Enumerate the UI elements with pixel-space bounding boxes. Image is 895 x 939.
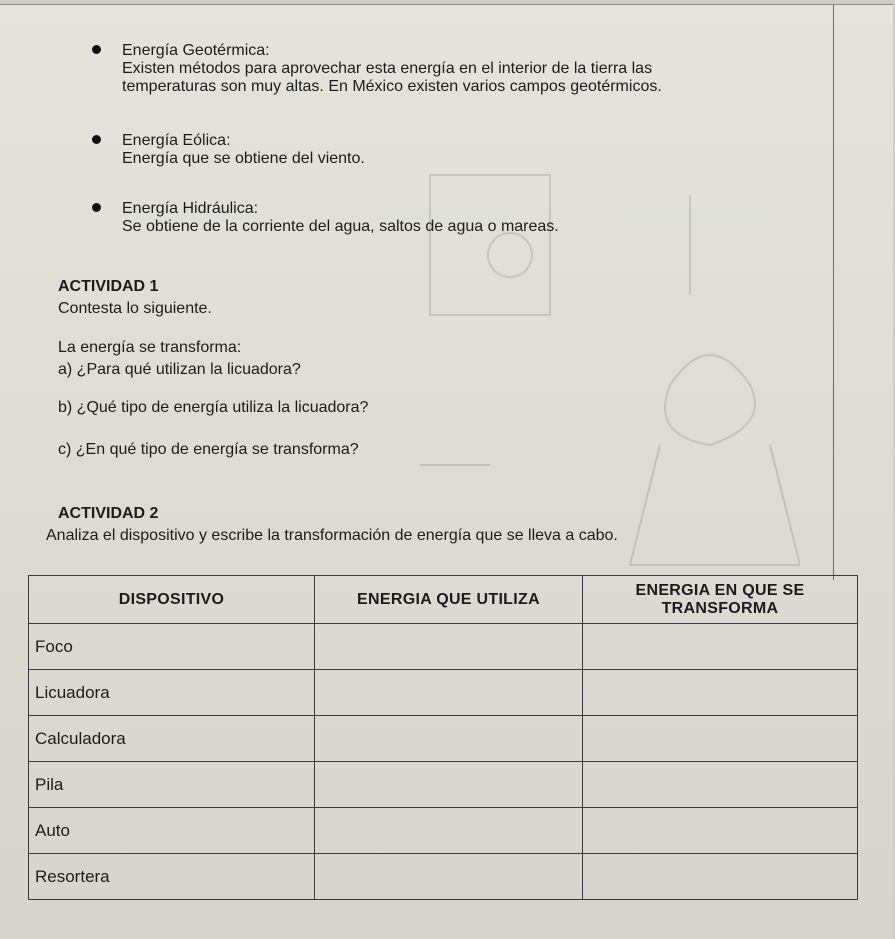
device-cell: Resortera	[29, 854, 315, 900]
answer-cell[interactable]	[315, 670, 583, 716]
table-row	[29, 716, 858, 762]
device-cell: Calculadora	[29, 716, 315, 762]
header-energia-utiliza: ENERGIA QUE UTILIZA	[315, 576, 583, 624]
table-header-row	[29, 576, 858, 624]
question-b: b) ¿Qué tipo de energía utiliza la licuadora?	[58, 399, 369, 416]
answer-cell[interactable]	[583, 624, 858, 670]
table-row	[29, 670, 858, 716]
activity1-heading: ACTIVIDAD 1	[58, 278, 159, 295]
header-line: ENERGIA EN QUE SE	[635, 581, 805, 599]
activity1-instruction: Contesta lo siguiente.	[58, 300, 212, 317]
answer-cell[interactable]	[583, 716, 858, 762]
table-row	[29, 624, 858, 670]
answer-cell[interactable]	[583, 670, 858, 716]
answer-cell[interactable]	[315, 762, 583, 808]
answer-cell[interactable]	[583, 854, 858, 900]
device-cell: Licuadora	[29, 670, 315, 716]
answer-cell[interactable]	[583, 762, 858, 808]
table-row	[29, 808, 858, 854]
bullet-text: temperaturas son muy altas. En México existen varios campos geotérmicos.	[122, 78, 662, 95]
device-cell: Auto	[29, 808, 315, 854]
bullet-text: Energía que se obtiene del viento.	[122, 150, 365, 167]
question-c: c) ¿En qué tipo de energía se transforma?	[58, 441, 359, 458]
device-cell: Foco	[29, 624, 315, 670]
table-row	[29, 762, 858, 808]
answer-cell[interactable]	[315, 624, 583, 670]
answer-cell[interactable]	[315, 716, 583, 762]
bullet-title: Energía Hidráulica:	[122, 200, 259, 217]
bullet-text: Se obtiene de la corriente del agua, saltos de agua o mareas.	[122, 218, 559, 235]
header-dispositivo: DISPOSITIVO	[29, 576, 315, 624]
bullet-hidraulica	[122, 200, 559, 236]
header-line: TRANSFORMA	[661, 599, 779, 617]
answer-cell[interactable]	[583, 808, 858, 854]
activity1-intro: La energía se transforma:	[58, 339, 242, 356]
answer-cell[interactable]	[315, 808, 583, 854]
bullet-dot	[92, 45, 101, 54]
activity2-instruction: Analiza el dispositivo y escribe la transformación de energía que se lleva a cabo.	[46, 527, 618, 544]
answer-cell[interactable]	[315, 854, 583, 900]
question-a: a) ¿Para qué utilizan la licuadora?	[58, 361, 301, 378]
bullet-text: Existen métodos para aprovechar esta energía en el interior de la tierra las	[122, 60, 653, 77]
bullet-title: Energía Eólica:	[122, 132, 231, 149]
activity2-heading: ACTIVIDAD 2	[58, 505, 159, 522]
header-energia-transforma	[583, 576, 858, 624]
bullet-eolica	[122, 132, 365, 168]
table-row	[29, 854, 858, 900]
bullet-title: Energía Geotérmica:	[122, 42, 270, 59]
bullet-dot	[92, 203, 101, 212]
bullet-dot	[92, 135, 101, 144]
bullet-geotermica	[122, 42, 662, 96]
device-cell: Pila	[29, 762, 315, 808]
energy-table	[28, 575, 858, 900]
